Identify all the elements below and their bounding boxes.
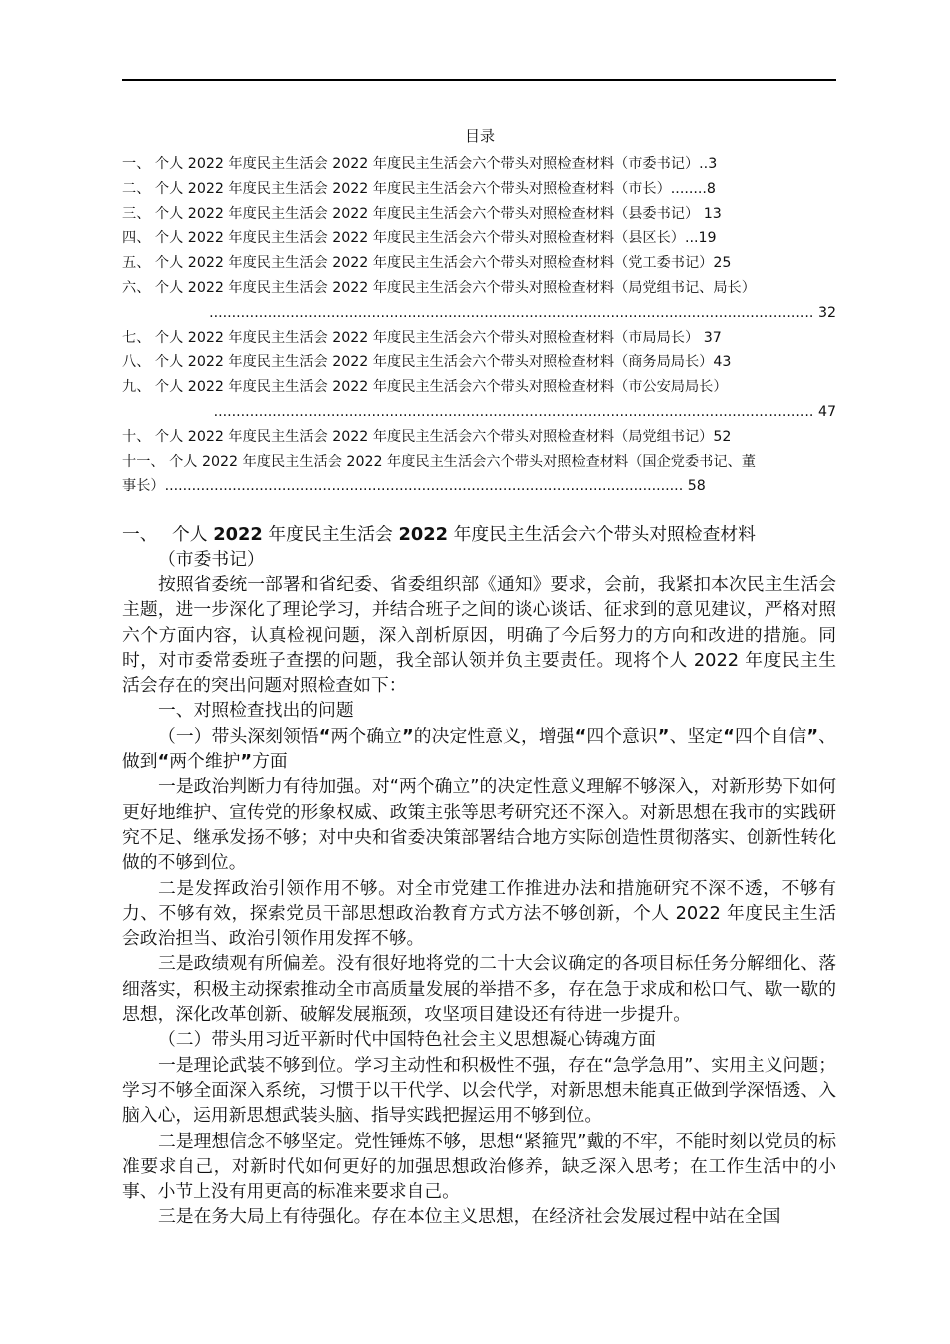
title-year: 2022	[213, 524, 263, 545]
text-run: 的决定性意义，增强	[413, 725, 575, 747]
header-rule	[122, 79, 836, 81]
toc-entry-text: 个人 2022 年度民主生活会 2022 年度民主生活会六个带头对照检查材料（局党组书记、局长）	[154, 279, 756, 296]
title-year: 2022	[398, 524, 448, 545]
text-run: 四个意识	[586, 725, 658, 747]
toc-entry-8[interactable]	[122, 350, 836, 375]
text-run: 两个确立	[330, 725, 403, 747]
toc-entry-text: 个人 2022 年度民主生活会 2022 年度民主生活会六个带头对照检查材料（商务局局长）	[154, 354, 714, 371]
toc-page-number: 8	[706, 180, 716, 197]
toc-entry-text: 个人 2022 年度民主生活会 2022 年度民主生活会六个带头对照检查材料（县区长）	[154, 230, 685, 247]
toc-entry-text: 个人 2022 年度民主生活会 2022 年度民主生活会六个带头对照检查材料（市公安局局长）	[154, 379, 728, 396]
toc-leader: ...................................................................................................................	[164, 478, 684, 495]
section-heading	[122, 522, 836, 572]
text-run: 四个自信	[734, 725, 807, 747]
body-paragraph: 一是理论武装不够到位。学习主动性和积极性不强，存在“急学急用”、实用主义问题；学习不够全面深入系统，习惯于以干代学、以会代学，对新思想未能真正做到学深悟透、入脑入心，运用新思想武装头脑、指导实践把握运用不够到位。	[122, 1054, 836, 1127]
toc-entry-text: 个人 2022 年度民主生活会 2022 年度民主生活会六个带头对照检查材料（市局局长）	[154, 329, 700, 346]
toc-entry-text: 个人 2022 年度民主生活会 2022 年度民主生活会六个带头对照检查材料（国企党委书记、董	[169, 453, 756, 470]
title-part: 个人	[172, 524, 214, 545]
toc-leader: ..	[699, 156, 709, 172]
text-run: 两个维护	[169, 751, 241, 773]
toc-page-number: 32	[817, 304, 836, 321]
toc-entry-text: 个人 2022 年度民主生活会 2022 年度民主生活会六个带头对照检查材料（局党组书记）	[154, 428, 714, 445]
toc-page-number: 37	[703, 329, 722, 346]
quote-mark: ”	[806, 725, 819, 747]
toc-entry-number: 十、	[122, 428, 151, 445]
toc-entry-6[interactable]	[122, 276, 836, 326]
toc-page-number: 58	[687, 478, 706, 495]
subheading-1-2: （二）带头用习近平新时代中国特色社会主义思想凝心铸魂方面	[158, 1029, 656, 1051]
toc-leader: ........	[670, 180, 707, 197]
subheading-1-1	[122, 724, 836, 775]
section-title-line2: （市委书记）	[158, 549, 265, 570]
toc-title: 目录	[464, 127, 495, 145]
toc-page-number: 19	[698, 230, 717, 247]
toc-entry-4[interactable]	[122, 226, 836, 251]
toc-entry-number: 一、	[122, 156, 151, 172]
toc-entry-11[interactable]	[122, 450, 836, 500]
toc-entry-number: 六、	[122, 279, 151, 296]
body-paragraph: 二是发挥政治引领作用不够。对全市党建工作推进办法和措施研究不深不透，不够有力、不够有效，探索党员干部思想政治教育方式方法不够创新，个人 2022 年度民主生活会政治担当、政治引领作用发挥不够。	[122, 877, 836, 950]
toc-page-number: 13	[703, 205, 722, 222]
body-paragraph: 三是政绩观有所偏差。没有很好地将党的二十大会议确定的各项目标任务分解细化、落细落实，积极主动探索推动全市高质量发展的举措不多，存在急于求成和松口气、歇一歇的思想，深化改革创新、破解发展瓶颈，攻坚项目建设还有待进一步提升。	[122, 953, 836, 1026]
subheading-1: 一、对照检查找出的问题	[158, 700, 354, 722]
body-paragraph: 一是政治判断力有待加强。对“两个确立”的决定性意义理解不够深入，对新形势下如何更好地维护、宣传党的形象权威、政策主张等思考研究还不深入。对新思想在我市的实践研究不足、继承发扬不够；对中央和省委决策部署结合地方实际创造性贯彻落实、创新性转化做的不够到位。	[122, 776, 836, 874]
text-run: （一）带头深刻领悟	[158, 725, 319, 747]
section-title	[122, 522, 836, 572]
toc-entry-number: 三、	[122, 205, 151, 222]
title-part: 年度民主生活会	[262, 524, 399, 545]
toc-entry-number: 五、	[122, 255, 151, 272]
quote-mark: ”	[240, 751, 253, 773]
toc-leader: ......................................................................................................................................	[209, 304, 814, 321]
body-paragraph: 三是在务大局上有待强化。存在本位主义思想，在经济社会发展过程中站在全国	[158, 1206, 781, 1228]
toc-entry-5[interactable]	[122, 251, 836, 276]
toc-leader: .....................................................................................................................................	[213, 403, 814, 420]
quote-mark: “	[723, 725, 735, 747]
toc-entry-3[interactable]	[122, 202, 836, 227]
toc-entry-text: 个人 2022 年度民主生活会 2022 年度民主生活会六个带头对照检查材料（市长）	[154, 180, 671, 197]
toc-entry-2[interactable]	[122, 177, 836, 202]
document-body	[122, 522, 836, 1230]
toc-entry-7[interactable]	[122, 326, 836, 351]
quote-mark: “	[318, 725, 331, 747]
title-part: 年度民主生活会六个带头对照检查材料	[448, 524, 756, 545]
toc-entry-10[interactable]	[122, 425, 836, 450]
toc-page-number: 47	[817, 403, 836, 420]
toc-page-number: 52	[713, 428, 732, 445]
toc-entry-number: 九、	[122, 379, 151, 396]
quote-mark: “	[574, 725, 587, 747]
toc-entry-number: 二、	[122, 180, 151, 197]
toc-entry-continuation	[122, 474, 836, 499]
toc-entry-1[interactable]	[122, 152, 836, 177]
toc-entry-text: 个人 2022 年度民主生活会 2022 年度民主生活会六个带头对照检查材料（县委书记）	[154, 205, 700, 222]
section-number: 一、	[122, 524, 158, 545]
toc-entry-text: 个人 2022 年度民主生活会 2022 年度民主生活会六个带头对照检查材料（市委书记）	[154, 156, 700, 172]
text-run: 方面	[252, 751, 288, 773]
toc-page-number: 43	[713, 354, 732, 371]
text-run: 、坚定	[669, 725, 724, 747]
toc-entry-text: 个人 2022 年度民主生活会 2022 年度民主生活会六个带头对照检查材料（党工委书记）	[154, 255, 714, 272]
quote-mark: ”	[657, 725, 670, 747]
quote-mark: ”	[402, 725, 414, 747]
toc-leader: ...	[684, 230, 699, 247]
intro-paragraph: 按照省委统一部署和省纪委、省委组织部《通知》要求，会前，我紧扣本次民主生活会主题，进一步深化了理论学习，并结合班子之间的谈心谈话、征求到的意见建议，严格对照六个方面内容，认真检视问题，深入剖析原因，明确了今后努力的方向和改进的措施。同时，对市委常委班子查摆的问题，我全部认领并负主要责任。现将个人 2022 年度民主生活会存在的突出问题对照检查如下：	[122, 574, 836, 697]
toc-entry-number: 八、	[122, 354, 151, 371]
toc-page-number: 3	[708, 156, 718, 172]
toc-entry-continuation	[122, 301, 836, 326]
toc-page-number: 25	[713, 255, 732, 272]
toc-entry-number: 四、	[122, 230, 151, 247]
toc-entry-number: 七、	[122, 329, 151, 346]
text-run: 、做到	[122, 725, 836, 773]
quote-mark: “	[157, 751, 170, 773]
body-paragraph: 二是理想信念不够坚定。党性锤炼不够，思想“紧箍咒”戴的不牢，不能时刻以党员的标准要求自己，对新时代如何更好的加强思想政治修养，缺乏深入思考；在工作生活中的小事、小节上没有用更高的标准来要求自己。	[122, 1130, 836, 1203]
toc-entry-continuation	[122, 400, 836, 425]
toc-entry-text: 事长）	[122, 478, 165, 495]
toc-entry-9[interactable]	[122, 375, 836, 425]
table-of-contents	[122, 152, 836, 499]
toc-entry-number: 十一、	[122, 453, 165, 470]
